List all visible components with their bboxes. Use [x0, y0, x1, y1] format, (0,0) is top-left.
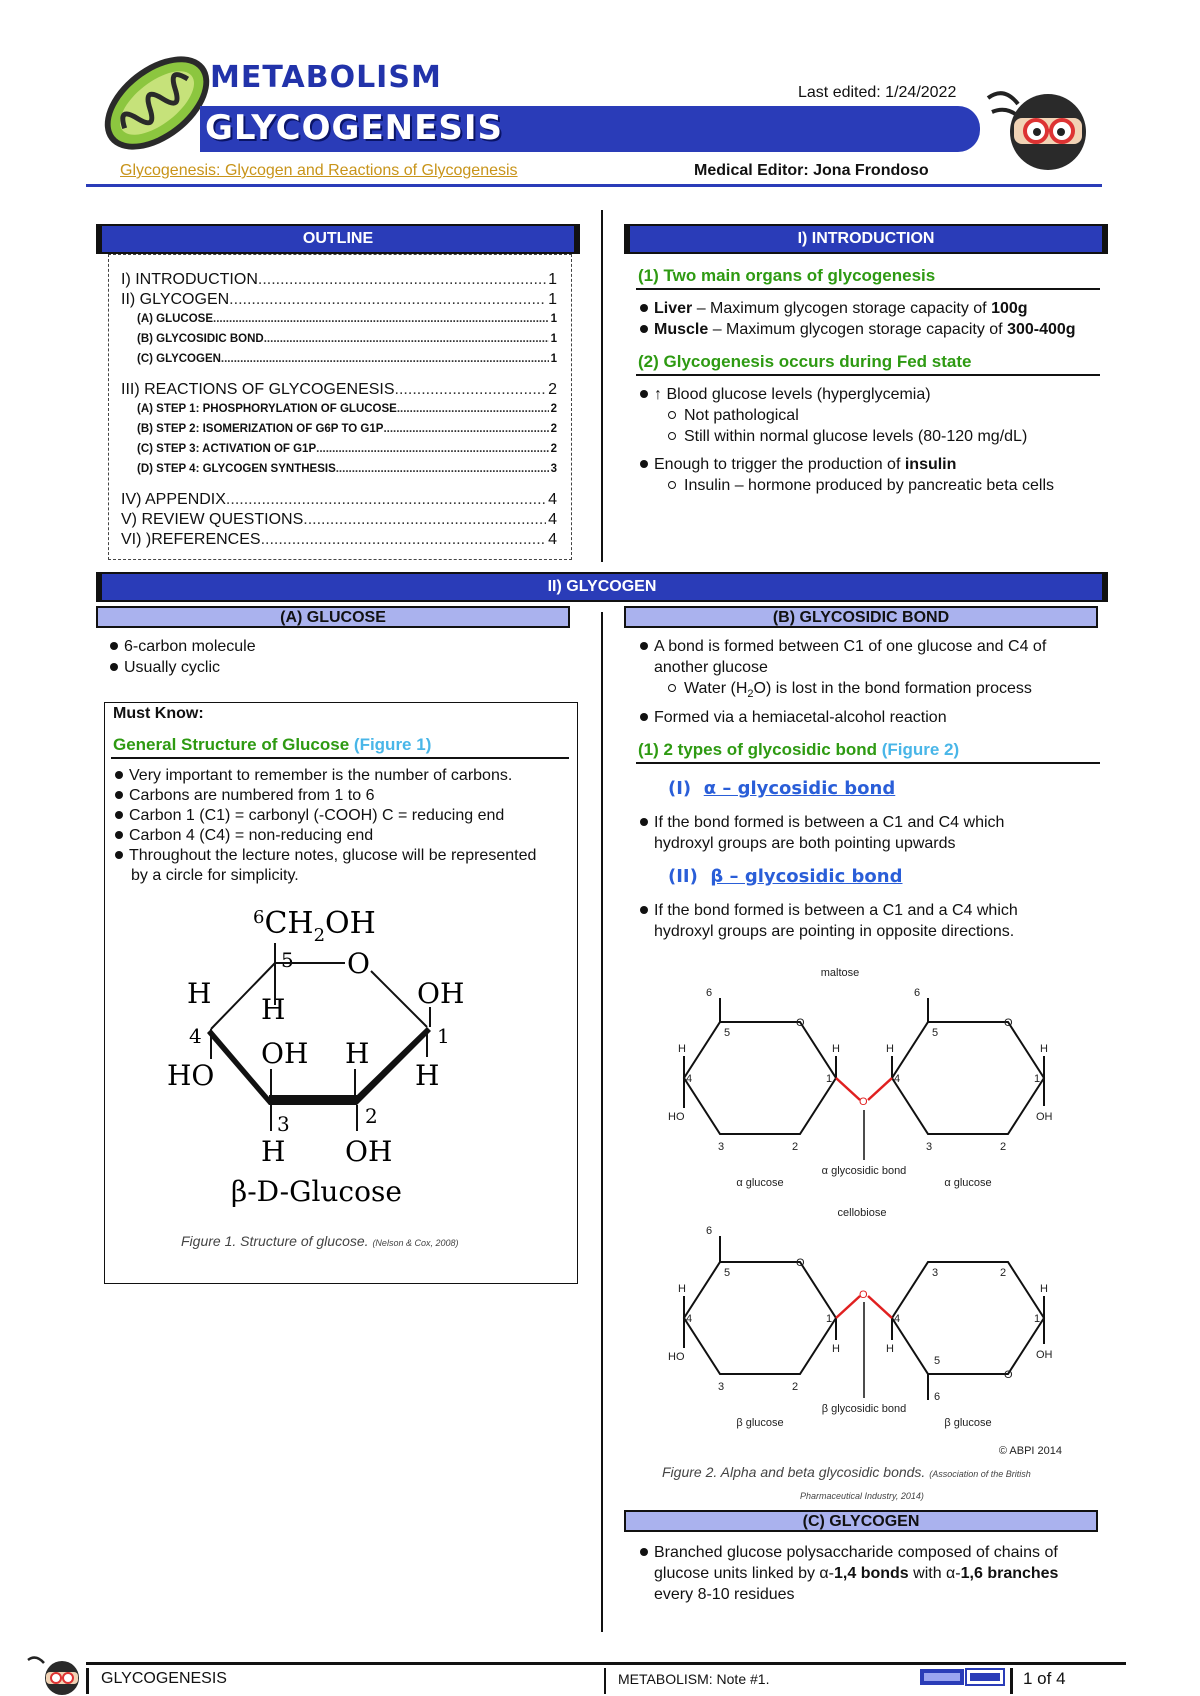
figure-2-caption: Figure 2. Alpha and beta glycosidic bonds. (Association of the British — [662, 1464, 1031, 1480]
svg-text:4: 4 — [686, 1073, 693, 1085]
svg-text:HO: HO — [668, 1351, 685, 1363]
toc-item[interactable]: (A) GLUCOSE ..... 1 — [137, 313, 557, 325]
list-item: Formed via a hemiacetal-alcohol reaction — [640, 707, 947, 728]
list-item-continuation: glucose units linked by α-1,4 bonds with α-1,6 branches — [654, 1565, 1059, 1582]
subheading-rule — [636, 288, 1100, 290]
svg-text:3: 3 — [718, 1381, 725, 1393]
column-divider — [601, 210, 603, 562]
svg-text:3: 3 — [277, 1112, 290, 1136]
svg-text:OH: OH — [345, 1135, 393, 1168]
list-item-continuation: hydroxyl groups are pointing in opposite directions. — [654, 923, 1015, 940]
svg-text:β glucose: β glucose — [944, 1417, 992, 1429]
table-of-contents — [108, 254, 572, 560]
subheading-rule — [636, 762, 1100, 764]
introduction-header: I) INTRODUCTION — [624, 224, 1108, 254]
list-item: Usually cyclic — [110, 657, 220, 678]
svg-text:6: 6 — [934, 1391, 941, 1403]
svg-text:2: 2 — [1000, 1141, 1007, 1153]
svg-text:3: 3 — [718, 1141, 725, 1153]
ninja-mascot-icon — [26, 1652, 86, 1696]
ninja-nerd-logo-icon — [920, 1666, 1006, 1688]
svg-text:H: H — [886, 1343, 894, 1355]
topic-title: GLYCOGENESIS — [205, 108, 503, 148]
svg-text:5: 5 — [724, 1267, 731, 1279]
glycogen-section-header: II) GLYCOGEN — [96, 572, 1108, 602]
glycosidic-bonds-figure — [650, 960, 1100, 1460]
footer-topic: GLYCOGENESIS — [86, 1668, 227, 1694]
svg-text:2: 2 — [792, 1141, 799, 1153]
ninja-mascot-icon — [982, 78, 1092, 178]
category-title: METABOLISM — [210, 60, 442, 95]
list-item-continuation: another glucose — [654, 659, 768, 676]
svg-text:OH: OH — [1036, 1111, 1053, 1123]
svg-text:α glycosidic bond: α glycosidic bond — [821, 1165, 907, 1177]
svg-text:3: 3 — [932, 1267, 939, 1279]
list-item: Insulin – hormone produced by pancreatic beta cells — [668, 475, 1054, 496]
figure-1-caption: Figure 1. Structure of glucose. (Nelson & Cox, 2008) — [181, 1233, 459, 1249]
svg-text:1: 1 — [437, 1024, 450, 1048]
svg-text:4: 4 — [686, 1313, 693, 1325]
list-item: Carbon 1 (C1) = carbonyl (-COOH) C = reducing end — [115, 805, 504, 826]
intro-subheading-fed-state: (2) Glycogenesis occurs during Fed state — [638, 352, 972, 371]
footer-note-number: METABOLISM: Note #1. — [604, 1668, 769, 1694]
svg-text:HO: HO — [167, 1059, 215, 1092]
list-item: If the bond formed is between a C1 and C4 which — [640, 812, 1004, 833]
glucose-subheader: (A) GLUCOSE — [96, 606, 570, 628]
list-item: Still within normal glucose levels (80-120 mg/dL) — [668, 426, 1027, 447]
svg-text:2: 2 — [792, 1381, 799, 1393]
svg-text:6: 6 — [914, 987, 921, 999]
beta-bond-heading: (II) β – glycosidic bond — [668, 866, 903, 887]
svg-text:H: H — [678, 1283, 686, 1295]
list-item: Throughout the lecture notes, glucose will be represented — [115, 845, 536, 866]
svg-text:5: 5 — [934, 1355, 941, 1367]
svg-text:H: H — [261, 1135, 286, 1168]
toc-item[interactable]: VI) )REFERENCES ..... 4 — [121, 531, 557, 549]
outline-header: OUTLINE — [96, 224, 580, 254]
header-divider — [86, 184, 1102, 187]
list-item: If the bond formed is between a C1 and a C4 which — [640, 900, 1018, 921]
list-item-continuation: by a circle for simplicity. — [131, 867, 299, 884]
svg-text:4: 4 — [894, 1073, 901, 1085]
svg-text:OH: OH — [1036, 1349, 1053, 1361]
subheading-rule — [636, 374, 1100, 376]
toc-item[interactable]: III) REACTIONS OF GLYCOGENESIS ..... 2 — [121, 381, 557, 399]
list-item: Not pathological — [668, 405, 799, 426]
list-item: A bond is formed between C1 of one glucose and C4 of — [640, 636, 1046, 657]
svg-text:α glucose: α glucose — [944, 1177, 992, 1189]
svg-text:1: 1 — [826, 1313, 833, 1325]
last-edited-date: Last edited: 1/24/2022 — [798, 84, 957, 101]
svg-text:O: O — [796, 1017, 805, 1029]
must-know-label: Must Know: — [113, 705, 204, 722]
svg-text:1: 1 — [1034, 1073, 1041, 1085]
svg-text:H: H — [886, 1043, 894, 1055]
toc-item[interactable]: I) INTRODUCTION ..... 1 — [121, 271, 557, 289]
svg-text:H: H — [187, 977, 212, 1010]
list-item: ↑ Blood glucose levels (hyperglycemia) — [640, 384, 931, 405]
svg-text:β glucose: β glucose — [736, 1417, 784, 1429]
list-item-continuation: hydroxyl groups are both pointing upwards — [654, 835, 956, 852]
svg-text:HO: HO — [668, 1111, 685, 1123]
glycogen-subheader: (C) GLYCOGEN — [624, 1510, 1098, 1532]
svg-text:O: O — [859, 1289, 868, 1301]
subheading-rule — [111, 757, 569, 759]
toc-item[interactable]: IV) APPENDIX ..... 4 — [121, 491, 557, 509]
glucose-structure-heading: General Structure of Glucose (Figure 1) — [113, 735, 432, 754]
list-item: Water $(H_2O)$ is lost in the bond formation process — [668, 678, 1032, 705]
svg-text:OH: OH — [417, 977, 465, 1010]
svg-text:O: O — [347, 947, 370, 980]
svg-text:1: 1 — [1034, 1313, 1041, 1325]
svg-text:© ABPI 2014: © ABPI 2014 — [998, 1445, 1062, 1457]
svg-text:H: H — [832, 1343, 840, 1355]
page-number: 1 of 4 — [1010, 1668, 1066, 1694]
list-item: Branched glucose polysaccharide composed of chains of — [640, 1542, 1058, 1563]
svg-text:OH: OH — [261, 1037, 309, 1070]
svg-text:2: 2 — [365, 1104, 378, 1128]
svg-text:4: 4 — [894, 1313, 901, 1325]
list-item: Liver – Maximum glycogen storage capacity of 100g — [640, 298, 1028, 319]
svg-text:O: O — [859, 1096, 868, 1108]
lecture-video-link[interactable]: Glycogenesis: Glycogen and Reactions of Glycogenesis — [120, 162, 518, 179]
svg-text:6: 6 — [706, 1225, 713, 1237]
svg-text:H: H — [415, 1059, 440, 1092]
svg-text:H: H — [261, 993, 286, 1026]
svg-text:O: O — [1004, 1017, 1013, 1029]
svg-text:3: 3 — [926, 1141, 933, 1153]
list-item: Muscle – Maximum glycogen storage capacity of 300-400g — [640, 319, 1076, 340]
svg-text:1: 1 — [826, 1073, 833, 1085]
list-item: Very important to remember is the number of carbons. — [115, 765, 512, 786]
svg-text:β-D-Glucose: β-D-Glucose — [231, 1175, 402, 1208]
list-item-continuation: every 8-10 residues — [654, 1586, 795, 1603]
svg-text:4: 4 — [189, 1024, 202, 1048]
svg-text:O: O — [1004, 1369, 1013, 1381]
svg-text:H: H — [1040, 1043, 1048, 1055]
svg-text:5: 5 — [281, 948, 294, 972]
column-divider — [601, 612, 603, 1632]
toc-item[interactable]: (C) STEP 3: ACTIVATION OF G1P ..... 2 — [137, 443, 557, 455]
svg-text:5: 5 — [724, 1027, 731, 1039]
toc-item[interactable]: (D) STEP 4: GLYCOGEN SYNTHESIS ..... 3 — [137, 463, 557, 475]
list-item: 6-carbon molecule — [110, 636, 256, 657]
toc-item[interactable]: II) GLYCOGEN ..... 1 — [121, 291, 557, 309]
list-item: Carbon 4 (C4) = non-reducing end — [115, 825, 373, 846]
list-item: Carbons are numbered from 1 to 6 — [115, 785, 374, 806]
svg-text:6: 6 — [706, 987, 713, 999]
svg-text:cellobiose: cellobiose — [837, 1207, 887, 1219]
toc-item[interactable]: (A) STEP 1: PHOSPHORYLATION OF GLUCOSE ..... 2 — [137, 403, 557, 415]
intro-subheading-organs: (1) Two main organs of glycogenesis — [638, 266, 936, 285]
figure-2-caption-source: Pharmaceutical Industry, 2014) — [800, 1491, 924, 1501]
must-know-box — [104, 702, 578, 1284]
svg-text:H: H — [345, 1037, 370, 1070]
svg-text:H: H — [832, 1043, 840, 1055]
toc-item[interactable]: V) REVIEW QUESTIONS ..... 4 — [121, 511, 557, 529]
toc-item[interactable]: (B) STEP 2: ISOMERIZATION OF G6P TO G1P ..... 2 — [137, 423, 557, 435]
svg-text:β glycosidic bond: β glycosidic bond — [821, 1403, 907, 1415]
svg-text:H: H — [678, 1043, 686, 1055]
svg-text:H: H — [1040, 1283, 1048, 1295]
svg-text:5: 5 — [932, 1027, 939, 1039]
glucose-structure-figure — [165, 899, 505, 1239]
list-item: Enough to trigger the production of insulin — [640, 454, 956, 475]
svg-text:2: 2 — [1000, 1267, 1007, 1279]
medical-editor: Medical Editor: Jona Frondoso — [694, 162, 929, 179]
svg-text:O: O — [796, 1257, 805, 1269]
c6-label: $^6CH_2OH$ — [253, 906, 376, 946]
glycosidic-bond-subheader: (B) GLYCOSIDIC BOND — [624, 606, 1098, 628]
glycosidic-types-heading: (1) 2 types of glycosidic bond (Figure 2) — [638, 740, 960, 759]
footer-divider — [86, 1662, 1126, 1665]
toc-item[interactable]: (C) GLYCOGEN ..... 1 — [137, 353, 557, 365]
toc-item[interactable]: (B) GLYCOSIDIC BOND ..... 1 — [137, 333, 557, 345]
alpha-bond-heading: (I) α – glycosidic bond — [668, 778, 896, 799]
svg-text:α glucose: α glucose — [736, 1177, 784, 1189]
svg-text:maltose: maltose — [820, 967, 860, 979]
